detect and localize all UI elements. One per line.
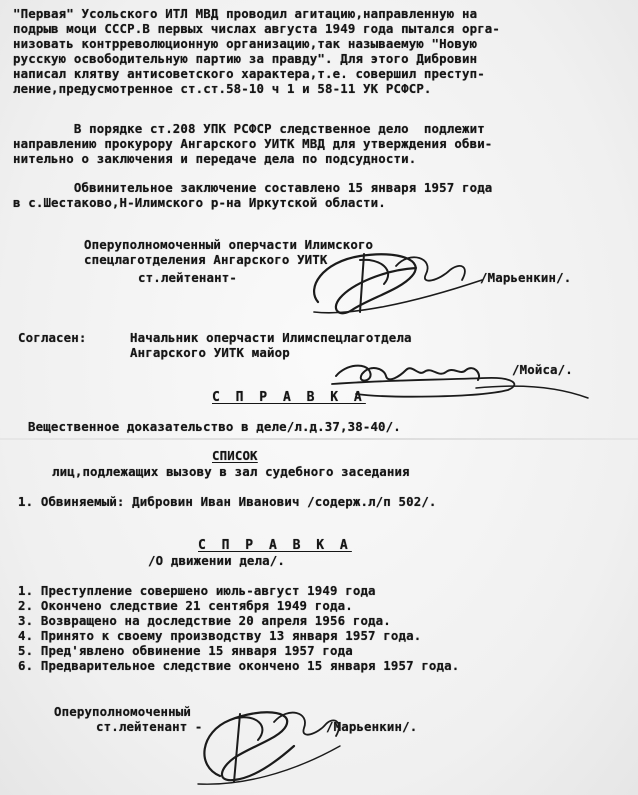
paragraph1-line: ление,предусмотренное ст.ст.58-10 ч 1 и 58-11 УК РСФСР.: [13, 81, 432, 96]
paragraph1-line: подрыв моци СССР.В первых числах августа 1949 года пытался орга-: [13, 21, 501, 36]
spravka1-title: С П Р А В К А: [212, 390, 366, 405]
spravka2-subtitle: /О движении дела/.: [148, 553, 285, 568]
agreed-position-line1: Начальник оперчасти Илимспецлаготдела: [130, 330, 412, 345]
paragraph1-line: "Первая" Усольского ИТЛ МВД проводил агитацию,направленную на: [13, 6, 478, 21]
paragraph3-line: Обвинительное заключение составлено 15 января 1957 года: [13, 180, 493, 195]
page-fold: [0, 438, 638, 440]
paragraph2-line: В порядке ст.208 УПК РСФСР следственное дело подлежит: [13, 121, 485, 136]
spisok-item: 1. Обвиняемый: Дибровин Иван Иванович /содерж.л/п 502/.: [18, 494, 437, 509]
spisok-title: СПИСОК: [212, 448, 258, 463]
agreed-label: Согласен:: [18, 330, 87, 345]
signature1-name: /Марьенкин/.: [480, 270, 572, 285]
paragraph1-line: написал клятву антисоветского характера,т.е. совершил преступ-: [13, 66, 485, 81]
spisok-subtitle: лиц,подлежащих вызову в зал судебного заседания: [52, 464, 410, 479]
paragraph3-line: в с.Шестаково,Н-Илимского р-на Иркутской области.: [13, 195, 386, 210]
signature2-position: Оперуполномоченный: [54, 704, 191, 719]
paragraph1-line: низовать контрреволюционную организацию,так называемую "Новую: [13, 36, 478, 51]
signature2-name: /Марьенкин/.: [326, 719, 418, 734]
signature1-position-line2: спецлаготделения Ангарского УИТК: [84, 252, 328, 267]
signature2-rank: ст.лейтенант -: [96, 719, 203, 734]
signature1-position-line1: Оперуполномоченный оперчасти Илимского: [84, 237, 374, 252]
paragraph2-line: направлению прокурору Ангарского УИТК МВД для утверждения обви-: [13, 136, 493, 151]
agreed-position-line2: Ангарского УИТК майор: [130, 345, 290, 360]
paragraph1-line: русскую освободительную партию за правду". Для этого Дибровин: [13, 51, 478, 66]
spravka2-item: 1. Преступление совершено июль-август 1949 года: [18, 583, 376, 598]
handwritten-signature-marenkin: [300, 240, 500, 320]
spravka2-item: 6. Предварительное следствие окончено 15 января 1957 года.: [18, 658, 460, 673]
spravka2-item: 3. Возвращено на доследствие 20 апреля 1956 года.: [18, 613, 391, 628]
spravka2-item: 4. Принято к своему производству 13 января 1957 года.: [18, 628, 422, 643]
signature1-rank: ст.лейтенант-: [138, 270, 237, 285]
spravka2-item: 2. Окончено следствие 21 сентября 1949 года.: [18, 598, 353, 613]
handwritten-signature-marenkin-2: [190, 696, 350, 788]
handwritten-signature-moisa: [326, 354, 596, 404]
spravka2-item: 5. Пред'явлено обвинение 15 января 1957 года: [18, 643, 353, 658]
paragraph2-line: нительно о заключения и передаче дела по подсудности.: [13, 151, 417, 166]
spravka2-title: С П Р А В К А: [198, 538, 352, 553]
agreed-name: /Мойса/.: [512, 362, 573, 377]
spravka1-text: Вещественное доказательство в деле/л.д.37,38-40/.: [28, 419, 401, 434]
